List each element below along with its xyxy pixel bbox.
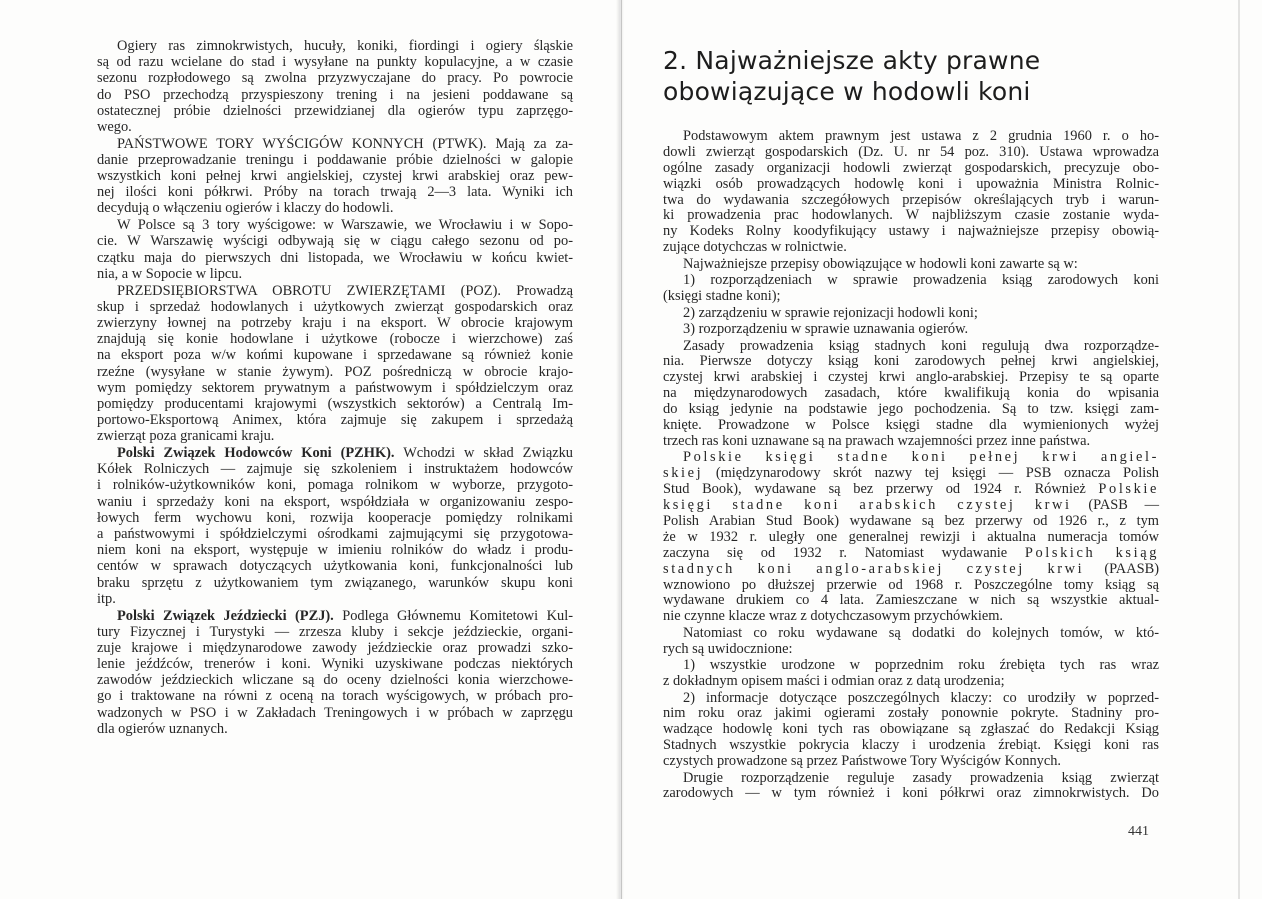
text-line: że w 1932 r. uległy one generalnej rewizji i aktualna numeracja tomów <box>663 528 1159 545</box>
text-line: waniu i sprzedaży koni na eksport, współdziała w organizowaniu zespo- <box>97 493 573 510</box>
text-line: zuje krajowe i międzynarodowe zawody jeździeckie oraz prowadzi szko- <box>97 639 573 656</box>
text-line: łowych ferm wychowu koni, rozwija kooperacje pomiędzy rolnikami <box>97 509 573 526</box>
paragraph <box>663 306 1159 322</box>
text-run: (PAASB) <box>1084 560 1159 577</box>
text-line <box>97 445 573 461</box>
bold-heading-run: Polski Związek Hodowców Koni (PZHK). <box>117 445 395 462</box>
text-line: portowo-Eksportową Animex, która zajmuje się zakupem i sprzedażą <box>97 412 573 429</box>
text-line: rzeźne (wysyłane w stanie żywym). POZ pośredniczą w obrocie krajo- <box>97 363 573 380</box>
text-line: Najważniejsze przepisy obowiązujące w hodowli koni zawarte są w: <box>683 255 1078 272</box>
paragraph <box>97 136 573 217</box>
text-line: zwierzyny łownej na potrzeby kraju i na eksport. W obrocie krajowym <box>97 314 573 331</box>
text-line: itp. <box>97 590 116 607</box>
text-line: Polish Arabian Stud Book) wydawane są bez przerwy od 1926 r., z tym <box>663 512 1159 529</box>
text-run: zaczyna się od 1932 r. Natomiast wydawanie <box>663 544 1025 561</box>
text-line: ogólne zasady organizacji hodowli zwierząt gospodarskich, precyzuje obo- <box>663 159 1159 176</box>
text-line: nia. Pierwsze dotyczy ksiąg koni zarodowych pełnej krwi angielskiej, <box>663 353 1159 370</box>
right-page <box>663 40 1159 803</box>
spaced-emphasis-run: Polskie <box>1098 481 1159 498</box>
text-line: trzech ras koni uznawane są na prawach wzajemności przez inne państwa. <box>663 432 1091 449</box>
text-line: zujące dotychczas w rolnictwie. <box>663 239 847 256</box>
paragraph <box>663 257 1159 273</box>
text-line <box>663 482 1159 498</box>
text-line: zawodów jeździeckich wliczane są do oceny dzielności konia wierzchowe- <box>97 672 573 689</box>
paragraph <box>97 608 573 738</box>
paragraph <box>663 691 1159 770</box>
text-run: Podlega Głównemu Komitetowi Kul- <box>333 607 573 624</box>
text-line: Podstawowym aktem prawnym jest ustawa z 2 grudnia 1960 r. o ho- <box>683 128 1159 144</box>
book-gutter-line <box>621 0 622 899</box>
spaced-emphasis-run: księgi stadne koni arabskich czystej krwi <box>663 497 1072 514</box>
right-page-body <box>663 129 1159 802</box>
text-line: wym pomiędzy sektorem prywatnym a państwowym i spółdzielczym oraz <box>97 379 573 396</box>
section-title-line: 2. Najważniejsze akty prawne <box>663 46 1041 75</box>
paragraph <box>663 771 1159 803</box>
text-line: knięte. Prowadzone w Polsce księgi stadne dla wymienionych wyżej <box>663 417 1159 433</box>
text-line <box>97 608 573 624</box>
text-line: do ksiąg jedynie na podstawie jego pochodzenia. Są to tzw. księgi zam- <box>663 401 1159 418</box>
text-line: z dokładnym opisem maści i odmian oraz z datą urodzenia; <box>663 673 1005 690</box>
page-number: 441 <box>1128 824 1149 839</box>
text-line: dla ogierów uznanych. <box>97 720 228 737</box>
text-line: skup i sprzedaż hodowlanych i użytkowych zwierząt gospodarskich oraz <box>97 298 573 315</box>
text-line: rych są uwidocznione: <box>663 640 793 657</box>
book-gutter-shadow <box>616 0 624 899</box>
text-line <box>663 546 1159 562</box>
text-line: ostatecznej próbie dzielności przewidzianej dla ogierów typu zaprzęgo- <box>97 102 573 119</box>
text-line <box>663 466 1159 482</box>
paragraph <box>663 658 1159 690</box>
text-line: wznowiono po dłuższej przerwie od 1968 r. Poszczególne tomy ksiąg są <box>663 576 1159 593</box>
text-line: Stadnych wszystkie pokrycia klaczy i urodzenia źrebiąt. Księgi koni ras <box>663 737 1159 754</box>
paragraph <box>97 217 573 282</box>
text-line: 1) wszystkie urodzone w poprzednim roku źrebięta tych ras wraz <box>683 657 1159 674</box>
paragraph <box>663 339 1159 450</box>
text-line: zarodowych — w tym również i koni półkrwi oraz zimnokrwistych. Do <box>663 785 1159 802</box>
bold-heading-run: Polski Związek Jeździecki (PZJ). <box>117 607 334 624</box>
text-run: (PASB — <box>1071 497 1159 514</box>
text-line: centów w sprawach dotyczących użytkowania koni, funkcjonalności lub <box>97 558 573 575</box>
text-line: cie. W Warszawię wyścigi odbywają się w ciągu całego sezonu od po- <box>97 233 573 250</box>
text-line: sezonu rozpłodowego są zwolna przyzwyczajane do pracy. Po powrocie <box>97 70 573 87</box>
section-title <box>663 45 1159 107</box>
text-run: Stud Book), wydawane są bez przerwy od 1924 r. Również <box>663 481 1099 498</box>
text-line: wadzące hodowlę koni tych ras obowiązane są zgłaszać do Redakcji Ksiąg <box>663 721 1159 738</box>
paragraph <box>663 322 1159 338</box>
text-line: ny Kodeks Rolny koodyfikujący ustawy i najważniejsze przepisy obowią- <box>663 223 1159 240</box>
text-line: czystej krwi arabskiej i czystej krwi anglo-arabskiej. Przepisy te są oparte <box>663 369 1159 386</box>
text-line: 1) rozporządzeniach w sprawie prowadzenia ksiąg zarodowych koni <box>683 272 1159 289</box>
spaced-emphasis-run: Polskich ksiąg <box>1024 544 1159 561</box>
text-line: lenie jeźdźców, trenerów i koni. Wyniki uzyskiwane podczas niektórych <box>97 656 573 673</box>
text-line: niem koni na eksport, występuje w imieniu rolników do władz i produ- <box>97 542 573 559</box>
text-line: znajdują się konie hodowlane i użytkowe (robocze i wierzchowe) zaś <box>97 331 573 348</box>
text-line: na eksport poza w/w końmi kupowane i sprzedawane są również konie <box>97 347 573 364</box>
spaced-emphasis-run: Polskie księgi stadne koni pełnej krwi angiel- <box>683 449 1159 466</box>
text-line: Ogiery ras zimnokrwistych, hucuły, koniki, fiordingi i ogiery śląskie <box>117 38 573 54</box>
text-line: wydawane drukiem co 4 lata. Zamieszczane w nich są wszystkie aktual- <box>663 592 1159 609</box>
paragraph <box>663 129 1159 256</box>
text-line: na międzynarodowych zasadach, które kwalifikują konia do wpisania <box>663 385 1159 402</box>
text-line: go i traktowane na równi z oceną na torach wyścigowych, w próbach pro- <box>97 688 573 705</box>
text-run: (międzynarodowy skrót nazwy tej księgi — PSB oznacza Polish <box>703 465 1159 482</box>
paragraph <box>663 626 1159 658</box>
text-line: PRZEDSIĘBIORSTWA OBROTU ZWIERZĘTAMI (POZ). Prowadzą <box>117 282 573 299</box>
text-line: ki prowadzenia prac hodowlanych. W najbliższym czasie zostanie wyda- <box>663 207 1159 224</box>
text-line: dowli zwierząt gospodarskich (Dz. U. nr 54 poz. 310). Ustawa wprowadza <box>663 143 1159 160</box>
section-title-line: obowiązujące w hodowli koni <box>663 77 1031 106</box>
text-line: do PSO przechodzą przyspieszony trening i na jesieni poddawane są <box>97 86 573 103</box>
spaced-emphasis-run: stadnych koni anglo-arabskiej czystej krwi <box>663 560 1085 577</box>
text-line: 3) rozporządzeniu w sprawie uznawania ogierów. <box>683 321 969 338</box>
text-line: Drugie rozporządzenie reguluje zasady prowadzenia ksiąg zwierząt <box>683 769 1159 786</box>
text-run: Wchodzi w skład Związku <box>394 445 573 462</box>
paragraph <box>97 445 573 607</box>
left-page <box>97 38 573 738</box>
text-line: nej ilości koni półkrwi. Próby na torach trwają 2—3 lata. Wyniki ich <box>97 184 573 201</box>
text-line: wiązki osób prowadzących hodowlę koni i upoważnia Ministra Rolnic- <box>663 175 1159 192</box>
text-line: twa do wydawania szczegółowych przepisów określających tryb i warun- <box>663 191 1159 208</box>
text-line: czystych prowadzone są przez Państwowe Tory Wyścigów Konnych. <box>663 753 1062 770</box>
paragraph <box>97 283 573 445</box>
text-line: i rolników-użytkowników koni, pomaga rolnikom w wyborze, przygoto- <box>97 477 573 494</box>
text-line: a państwowymi i spółdzielczymi ośrodkami zajmującymi się przygotowa- <box>97 526 573 542</box>
page-edge <box>1238 0 1240 899</box>
text-line: tury Fizycznej i Turystyki — zrzesza kluby i sekcje jeździeckie, organi- <box>97 623 573 640</box>
text-line: są od razu wcielane do stad i wysyłane na punkty kopulacyjne, a w czasie <box>97 54 573 71</box>
paragraph <box>663 450 1159 625</box>
text-line: Zasady prowadzenia ksiąg stadnych koni regulują dwa rozporządze- <box>683 337 1159 354</box>
text-line: Kółek Rolniczych — zajmuje się szkoleniem i instruktażem hodowców <box>97 461 573 478</box>
text-line: PAŃSTWOWE TORY WYŚCIGÓW KONNYCH (PTWK). Mają za za- <box>117 135 573 152</box>
text-line: czątku maja do pierwszych dni listopada, we Wrocławiu w końcu kwiet- <box>97 249 573 266</box>
text-line: decydują o włączeniu ogierów i klaczy do hodowli. <box>97 200 394 217</box>
text-line: pomiędzy producentami krajowymi (wszystkich sektorów) a Centralą Im- <box>97 395 573 412</box>
text-line: 2) zarządzeniu w sprawie rejonizacji hodowli koni; <box>683 304 978 321</box>
paragraph <box>663 273 1159 305</box>
spaced-emphasis-run: skiej <box>663 465 704 482</box>
text-line <box>663 562 1159 578</box>
text-line: braku sprzętu z użytkowaniem tym związanego, warunków skupu koni <box>97 574 573 591</box>
text-line: nie czynne klacze wraz z dotychczasowym przychówkiem. <box>663 608 1004 625</box>
text-line <box>663 498 1159 514</box>
text-line: nim roku oraz jakimi ogierami zostały ponownie pokryte. Stadniny pro- <box>663 705 1159 722</box>
text-line: W Polsce są 3 tory wyścigowe: w Warszawie, we Wrocławiu i w Sopo- <box>117 217 573 234</box>
text-line: wadzonych w PSO i w Zakładach Treningowych i w próbach w zaprzęgu <box>97 704 573 721</box>
text-line: Natomiast co roku wydawane są dodatki do kolejnych tomów, w któ- <box>683 624 1159 641</box>
text-line: 2) informacje dotyczące poszczególnych klaczy: co urodziły w poprzed- <box>683 689 1159 706</box>
text-line: wego. <box>97 118 132 135</box>
text-line: wszystkich koni pełnej krwi angielskiej, czystej krwi arabskiej oraz pew- <box>97 168 573 185</box>
text-line: zwierząt poza granicami kraju. <box>97 428 275 445</box>
text-line <box>663 450 1159 466</box>
text-line: nia, a w Sopocie w lipcu. <box>97 265 243 282</box>
text-line: danie przeprowadzanie treningu i poddawanie próbie dzielności w galopie <box>97 151 573 168</box>
paragraph <box>97 38 573 135</box>
text-line: (księgi stadne koni); <box>663 288 781 305</box>
